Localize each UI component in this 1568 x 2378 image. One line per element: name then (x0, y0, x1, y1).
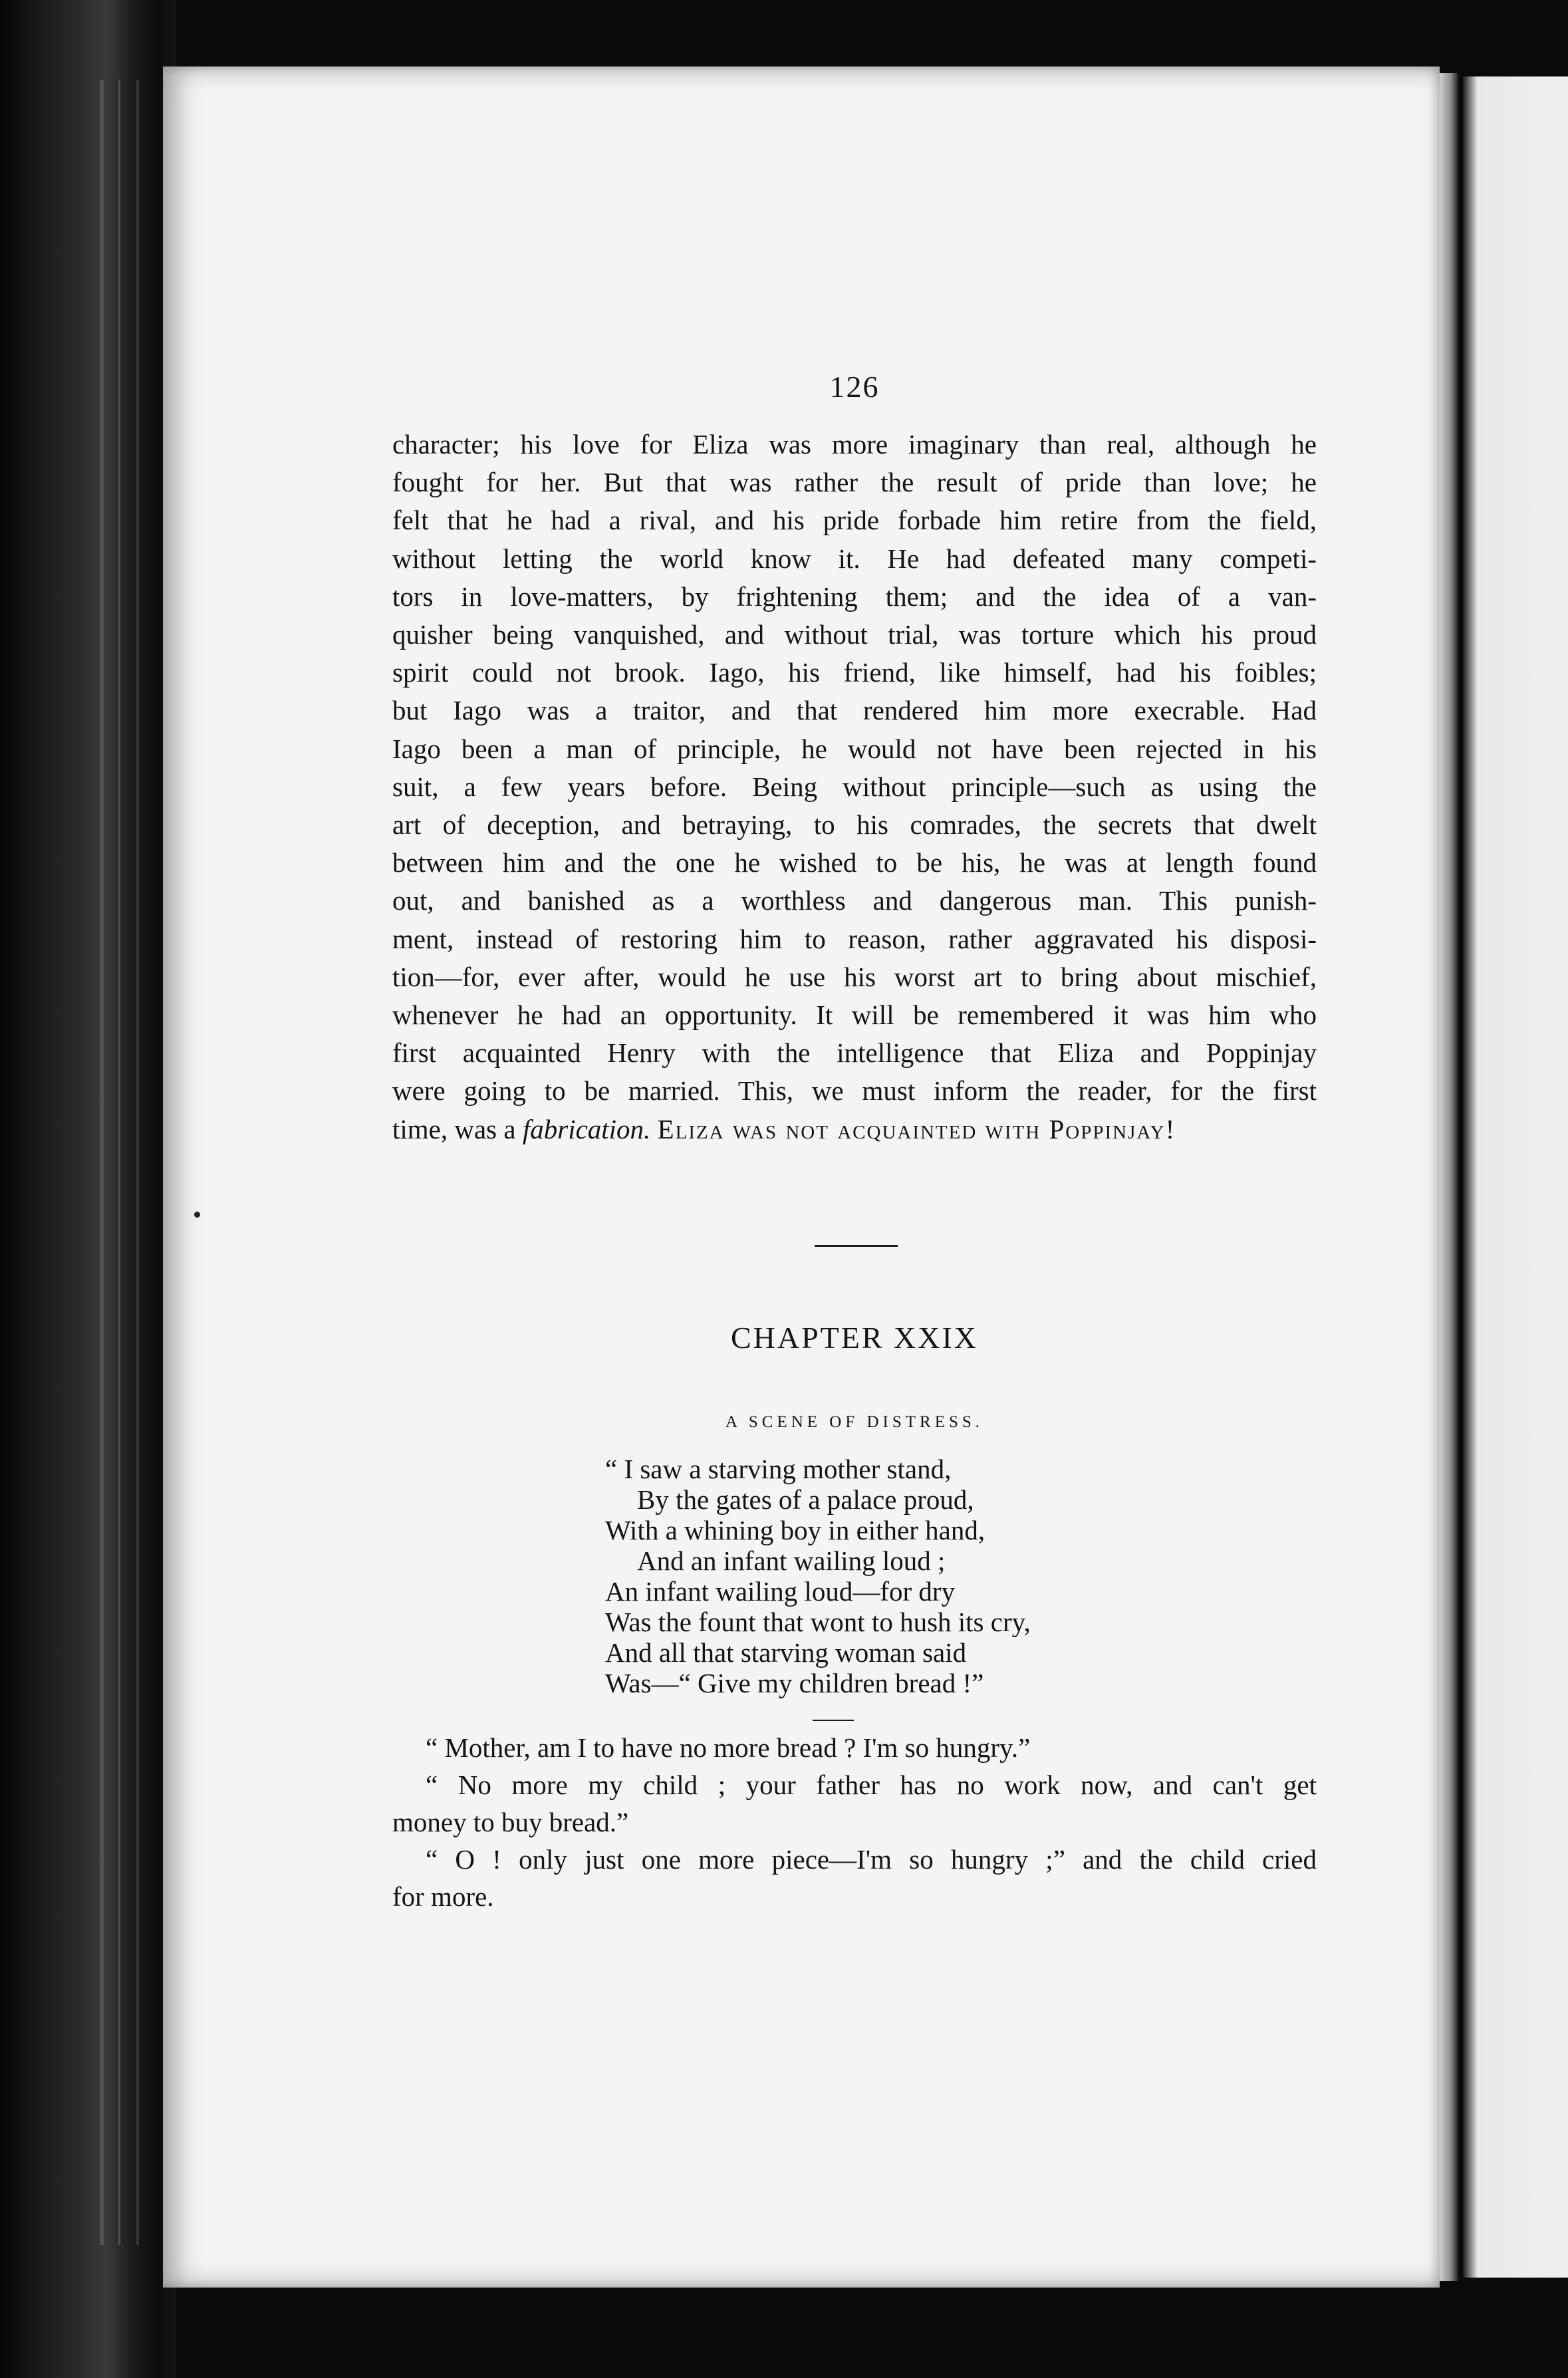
poem-divider (813, 1720, 854, 1721)
dialogue-line: money to buy bread.” (392, 1807, 629, 1837)
body-line: but Iago was a traitor, and that rendered him more execrable. Had (392, 695, 1317, 726)
body-line: spirit could not brook. Iago, his friend, like himself, had his foibles; (392, 657, 1317, 688)
page-number: 126 (829, 370, 880, 404)
body-line: out, and banished as a worthless and dangerous man. This punish- (392, 885, 1317, 916)
body-line: fought for her. But that was rather the result of pride than love; he (392, 467, 1317, 498)
poem-line: By the gates of a palace proud, (637, 1484, 974, 1515)
ink-speck (194, 1212, 200, 1218)
book-binding (0, 0, 176, 2378)
body-paragraph (392, 426, 1317, 1148)
body-line: quisher being vanquished, and without trial, was torture which his proud (392, 619, 1317, 650)
body-line: without letting the world know it. He had defeated many competi- (392, 543, 1317, 574)
body-line: art of deception, and betraying, to his comrades, the secrets that dwelt (392, 809, 1317, 841)
chapter-heading: CHAPTER XXIX (730, 1321, 979, 1355)
dialogue-line: “ O ! only just one more piece—I'm so hungry ;” and the child cried (426, 1844, 1317, 1875)
body-line: ment, instead of restoring him to reason, rather aggravated his disposi- (392, 923, 1317, 954)
poem-line: With a whining boy in either hand, (605, 1515, 985, 1545)
poem-line: And all that starving woman said (605, 1637, 967, 1668)
body-last-line (392, 1111, 1317, 1148)
dialogue-line: “ Mother, am I to have no more bread ? I'm so hungry.” (426, 1732, 1031, 1763)
italic-emphasis: fabrication. (522, 1113, 651, 1144)
binding-streak (100, 80, 104, 2245)
facing-page-edge (1463, 76, 1568, 2278)
body-line: Iago been a man of principle, he would not have been rejected in his (392, 733, 1317, 764)
dialogue-paragraphs (392, 1729, 1317, 1915)
body-line: felt that he had a rival, and his pride forbade him retire from the field, (392, 505, 1317, 536)
dialogue-line: “ No more my child ; your father has no work now, and can't get (426, 1770, 1317, 1800)
chapter-subtitle: A SCENE OF DISTRESS. (725, 1413, 984, 1431)
binding-streak (136, 80, 139, 2245)
body-line: suit, a few years before. Being without principle—such as using the (392, 771, 1317, 802)
binding-streak (118, 80, 120, 2245)
body-line: tion—for, ever after, would he use his worst art to bring about mischief, (392, 961, 1317, 992)
body-line: first acquainted Henry with the intelligence that Eliza and Poppinjay (392, 1037, 1317, 1069)
section-divider (815, 1245, 898, 1247)
poem-line: Was the fount that wont to hush its cry, (605, 1607, 1031, 1637)
dialogue-line: for more. (392, 1881, 494, 1912)
body-line: character; his love for Eliza was more imaginary than real, although he (392, 429, 1317, 460)
smallcaps-emphasis: Eliza was not acquainted with Poppinjay! (657, 1113, 1176, 1144)
body-line: tors in love-matters, by frightening them; and the idea of a van- (392, 581, 1317, 612)
poem-line: And an infant wailing loud ; (637, 1545, 946, 1576)
poem-line: Was—“ Give my children bread !” (605, 1668, 984, 1698)
body-line: were going to be married. This, we must inform the reader, for the first (392, 1075, 1317, 1107)
body-line: whenever he had an opportunity. It will be remembered it was him who (392, 999, 1317, 1031)
epigraph-poem (605, 1454, 1204, 1698)
last-line-lead: time, was a (392, 1113, 516, 1144)
poem-line: “ I saw a starving mother stand, (605, 1454, 952, 1484)
page-edge (1440, 73, 1458, 2281)
poem-line: An infant wailing loud—for dry (605, 1576, 956, 1607)
body-line: between him and the one he wished to be his, he was at length found (392, 847, 1317, 878)
